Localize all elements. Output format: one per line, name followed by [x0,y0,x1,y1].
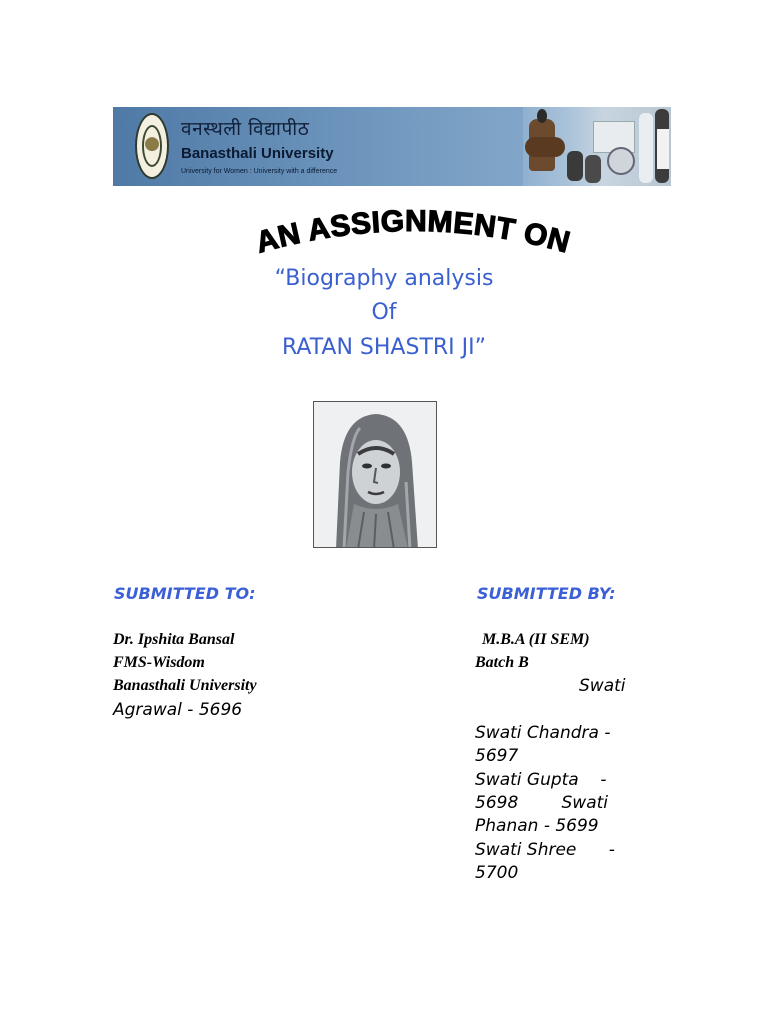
university-english-name: Banasthali University [181,145,334,162]
student-line-3: 5697 [475,746,519,766]
submitted-to-university: Banasthali University [113,677,257,694]
university-hindi-name: वनस्थली विद्यापीठ [181,118,310,140]
student-line-5: 5698 Swati [475,793,608,813]
submitted-to-department: FMS-Wisdom [113,654,205,671]
seal-emblem-icon [142,125,162,167]
student-line-2: Swati Chandra - [475,723,611,743]
banner-photo-collage [523,107,671,186]
university-tagline: University for Women : University with a difference [181,168,338,175]
university-banner [113,107,671,186]
submitted-by-label: SUBMITTED BY: [477,584,616,603]
subtitle-line-3: RATAN SHASTRI JI” [281,335,487,360]
submitted-to-name: Dr. Ipshita Bansal [113,631,235,648]
student-line-1: Swati [579,676,626,696]
submitted-by-batch: Batch B [475,654,529,671]
assignment-heading [228,200,598,266]
submitted-to-extra-line: Agrawal - 5696 [113,700,243,720]
university-seal-logo [135,113,169,179]
svg-text:AN ASSIGNMENT ON [252,205,573,260]
student-line-4: Swati Gupta - [475,770,607,790]
portrait-photo [313,401,437,548]
student-line-7: Swati Shree - [475,840,615,860]
subtitle-line-1: “Biography analysis [274,266,494,291]
student-line-8: 5700 [475,863,519,883]
assignment-heading-text: AN ASSIGNMENT ON [252,204,574,260]
subtitle-line-2: Of [371,300,397,325]
student-line-6: Phanan - 5699 [475,816,599,836]
submitted-to-label: SUBMITTED TO: [114,584,256,603]
submitted-by-program: M.B.A (II SEM) [482,631,590,648]
